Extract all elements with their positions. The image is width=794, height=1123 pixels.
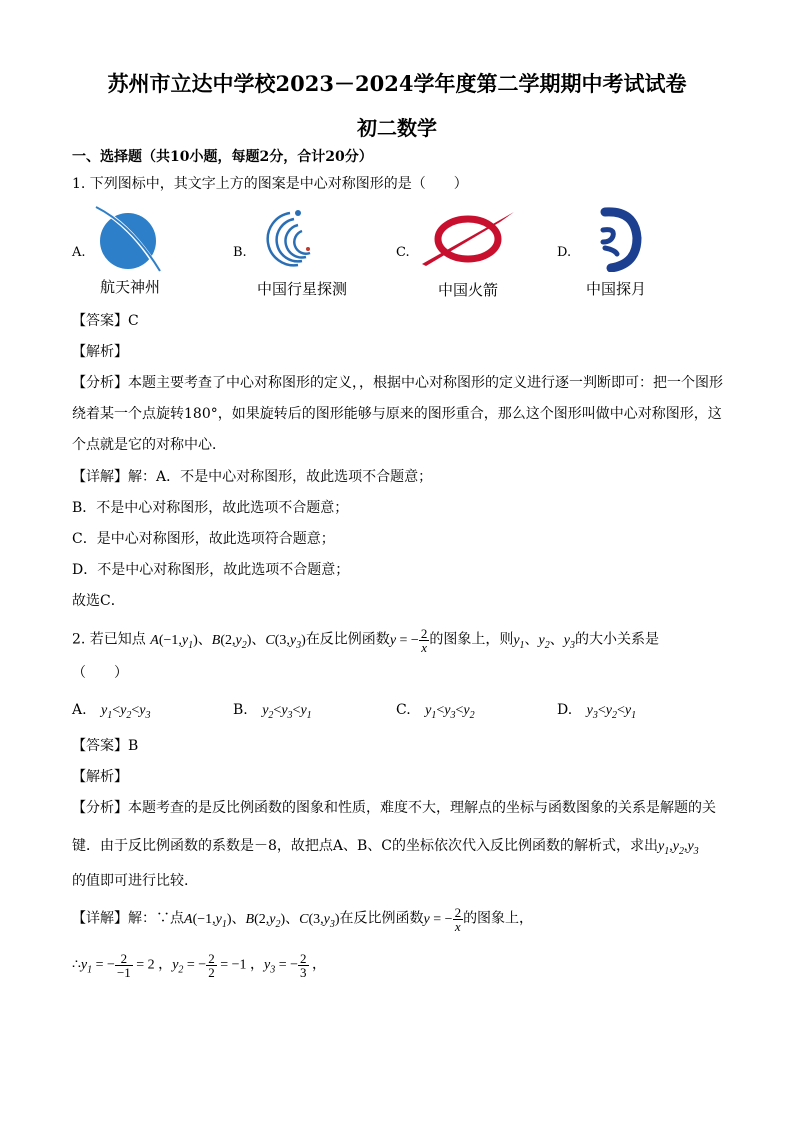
q2-option-b-value: $y_2<y_3<y_1$ [262, 703, 312, 721]
q1-detail-line: 故选C． [72, 593, 125, 609]
q1-analysis-head: 【解析】 [72, 344, 128, 360]
q1-option-b-letter: B. [233, 245, 247, 260]
q1-option-d-label: 中国探月 [585, 280, 646, 298]
q2-detail-function: y = − $\frac{2}{x}$ [423, 905, 462, 934]
q1-detail-line: 【详解】解：A．不是中心对称图形，故此选项不合题意； [72, 469, 433, 485]
q2-option-c [396, 700, 475, 726]
q2-detail-pre: 【详解】解：∵点 [72, 910, 184, 927]
q1-analysis-line: 个点就是它的对称中心． [72, 437, 226, 453]
q2-option-b [233, 700, 312, 726]
q2-option-c-letter: C. [396, 702, 411, 718]
q2-answer: 【答案】B [72, 738, 139, 754]
q2-function: y = − $\frac{2}{x}$ [389, 626, 428, 655]
q1-analysis-line: 【分析】本题主要考查了中心对称图形的定义，，根据中心对称图形的定义进行逐一判断即可：把一个图形 [72, 375, 723, 391]
q1-option-a-label: 航天神州 [99, 278, 160, 296]
q2-ys: $y_1$、$y_2$、$y_3$ [513, 632, 575, 651]
q2-option-c-value: $y_1<y_3<y_2$ [425, 703, 475, 721]
q2-detail-post: 的图象上， [463, 910, 534, 927]
red-slash-ellipse-icon [418, 208, 518, 270]
question-2-stem [72, 627, 659, 656]
q2-option-d [557, 700, 636, 726]
q2-analysis-line-2 [72, 836, 699, 862]
q2-option-d-value: $y_3<y_2<y_1$ [586, 703, 637, 721]
q2-option-b-letter: B. [233, 702, 248, 718]
q2-option-a [72, 700, 150, 726]
q1-option-c-letter: C. [396, 245, 410, 260]
q2-points: $A(-1,y_1)$、$B(2,y_2)$、$C(3,y_3)$ [150, 632, 306, 651]
section-heading: 一、选择题（共10小题，每题2分，合计20分） [72, 149, 373, 165]
q2-stem-pre: 2. 若已知点 [72, 631, 146, 648]
page-title: 苏州市立达中学校2023－2024学年度第二学期期中考试试卷 [107, 71, 687, 96]
q2-analysis-line: 的值即可进行比较. [72, 873, 189, 889]
page-subtitle: 初二数学 [357, 116, 437, 140]
question-1-stem: 1. 下列图标中，其文字上方的图案是中心对称图形的是（ ） [72, 176, 468, 192]
q2-detail-points: $A(-1,y_1)$、$B(2,y_2)$、$C(3,y_3)$ [184, 911, 340, 930]
q2-detail-mid: 在反比例函数 [339, 910, 424, 927]
q2-stem-post: 的图象上，则 [429, 631, 514, 648]
q2-analysis-head: 【解析】 [72, 769, 128, 785]
q2-analysis-text: 键．由于反比例函数的系数是－8，故把点A、B、C的坐标依次代入反比例函数的解析式，求出 [72, 838, 659, 854]
q2-stem-mid: 在反比例函数 [305, 631, 390, 648]
q2-option-a-letter: A. [72, 702, 87, 718]
planet-arcs-icon [262, 205, 334, 273]
q2-option-d-letter: D. [557, 702, 573, 718]
q1-answer: 【答案】C [72, 313, 139, 329]
q2-option-a-value: $y_1<y_2<y_3$ [101, 703, 151, 721]
moon-calligraphy-icon [585, 206, 649, 272]
q2-detail-calculation: $\therefore y_1$ = − $\frac{2}{-1}$ = 2 ，$y_2$ = − $\frac{2}{2}$ = −1 ，$y_3$ = − $\frac{2}{3}$ ， [72, 951, 327, 980]
q1-detail-line: C．是中心对称图形，故此选项符合题意； [72, 531, 335, 547]
q2-detail-line-1 [72, 906, 533, 935]
q1-option-b-label: 中国行星探测 [256, 280, 347, 298]
q2-stem-end: 的大小关系是 [574, 631, 659, 648]
q1-analysis-line: 绕着某一个点旋转180°，如果旋转后的图形能够与原来的图形重合，那么这个图形叫做中心对称图形，这 [72, 406, 722, 422]
globe-orbit-icon [92, 205, 164, 273]
q1-option-a-letter: A. [72, 245, 86, 260]
q1-option-d-letter: D. [557, 245, 572, 260]
q1-option-c-label: 中国火箭 [437, 281, 498, 299]
q2-analysis-line: 【分析】本题考查的是反比例函数的图象和性质，难度不大，理解点的坐标与函数图象的关系是解题的关 [72, 800, 716, 816]
q2-y-values: $y_1,y_2,y_3$ [658, 839, 699, 857]
q2-paren: （ ） [72, 665, 128, 681]
q1-detail-line: B．不是中心对称图形，故此选项不合题意； [72, 500, 349, 516]
q1-detail-line: D．不是中心对称图形，故此选项不合题意； [72, 562, 350, 578]
